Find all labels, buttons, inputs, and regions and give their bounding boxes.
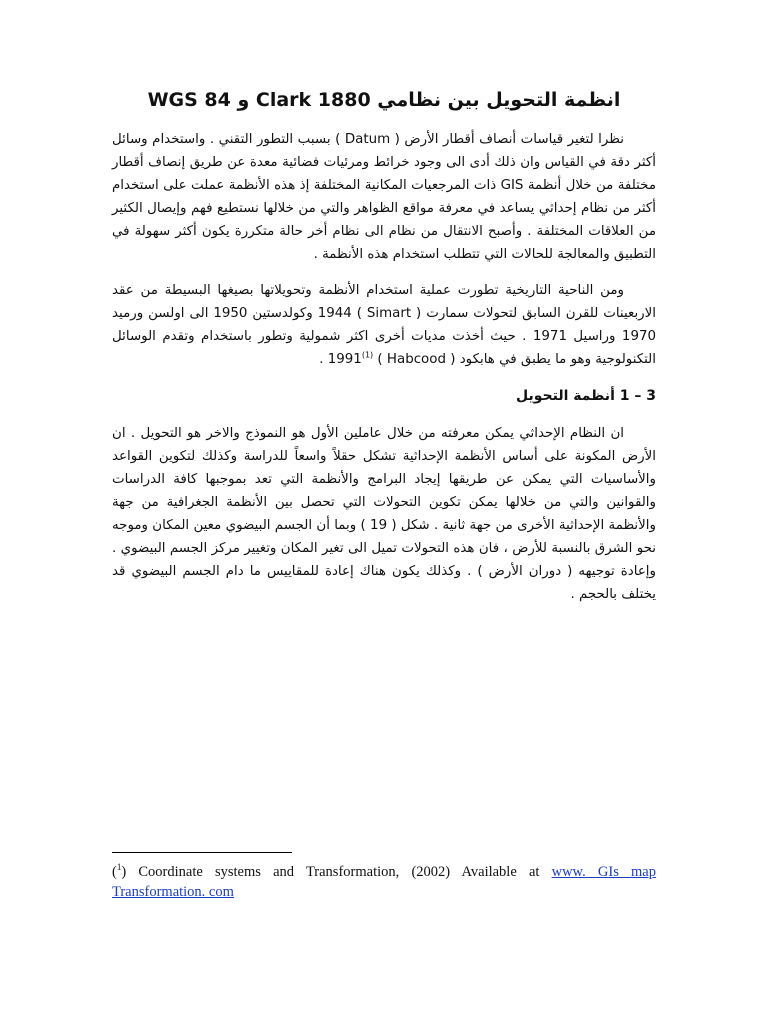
footnote-separator xyxy=(112,852,292,853)
section-heading: 3 – 1 أنظمة التحويل xyxy=(516,388,656,404)
footnote xyxy=(112,862,656,902)
footnote-link[interactable]: www. GIs map Transformation. com xyxy=(112,864,656,900)
paragraph-intro: نظرا لتغير قياسات أنصاف أقطار الأرض ( Datum ) بسبب التطور التقني . واستخدام وسائل أكثر دقة في القياس وان ذلك أدى الى وجود خرائط ومرئيات فضائية معدة عن طريق إنصاف أقطار مختلفة من خلال أنظمة GIS ذات المرجعيات المكانية المختلفة إذ هذه الأنظمة عملت على استخدام أكثر من نظام إحداثي يساعد في معرفة مواقع الظواهر والتي من خلالها نستطيع فهم وإيصال الكثير من العلاقات المختلفة . وأصبح الانتقال من نظام الى نظام أخر حالة متكررة يكون أكثر سهولة في التطبيق والمعالجة للحالات التي تتطلب استخدام هذه الأنظمة . xyxy=(112,132,656,262)
page-title: انظمة التحويل بين نظامي Clark 1880 و WGS 84 xyxy=(147,89,621,111)
paragraph-transformation: ان النظام الإحداثي يمكن معرفته من خلال عاملين الأول هو النموذج والاخر هو التحويل . ان الأرض المكونة على أساس الأنظمة الإحداثية تشكل حقلاً واسعاً للدراسة وكذلك لتكوين القواعد والأساسيات التي يمكن عن طريقها إيجاد البرامج والأنظمة التي تعد بموجبها كافة الدراسات والقوانين والتي من خلالها يمكن تكوين التحولات التي تحصل بين الأنظمة الجغرافية من جهة والأنظمة الإحداثية الأخرى من جهة ثانية . شكل ( 19 ) وبما أن الجسم البيضوي معين المكان وموجه نحو الشرق بالنسبة للأرض ، فان هذه التحولات تميل الى تغير المكان وتغيير مركز الجسم البيضوي . وإعادة توجيهه ( دوران الأرض ) . وكذلك يكون هناك إعادة للمقاييس ما دام الجسم البيضوي قد يختلف بالحجم . xyxy=(112,426,656,602)
footnote-reference[interactable]: (1) xyxy=(361,350,374,360)
paragraph-history-text: ومن الناحية التاريخية تطورت عملية استخدام الأنظمة وتحويلاتها بصيغها البسيطة من عقد الاربعينات للقرن السابق لتحولات سمارت ( Simart ) 1944 وكولدستين 1950 الى اولسن ورميد 1970 وراسيل 1971 . حيث أخذت مديات أخرى اكثر شمولية وتطور باستخدام وتقدم الوسائل التكنولوجية وهو ما يطبق في هابكود ( Habcood ) 1991 xyxy=(112,283,657,367)
paragraph-history-end: . xyxy=(319,352,328,367)
footnote-marker: ($^1$) xyxy=(112,862,127,880)
footnote-text: Coordinate systems and Transformation, (2002) Available at xyxy=(126,864,552,880)
paragraph-history xyxy=(112,279,656,371)
